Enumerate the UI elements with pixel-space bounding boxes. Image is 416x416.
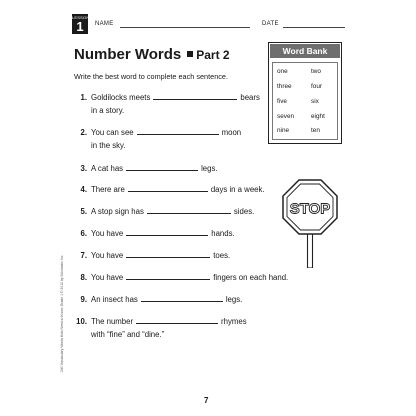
question-text-after: moon	[221, 128, 242, 137]
question-item	[74, 183, 265, 196]
name-label: NAME	[95, 21, 114, 27]
question-number: 2.	[80, 128, 87, 137]
question-number: 3.	[80, 164, 87, 173]
copyright-note: 240 Vocabulary Words Kids Need to Know: Grade 1 © 2012 by Scholastic Inc.	[60, 254, 64, 372]
question-text-before: An insect has	[91, 295, 138, 304]
answer-blank[interactable]	[126, 249, 210, 258]
question-item	[74, 293, 242, 306]
question-number: 8.	[80, 273, 87, 282]
question-number: 1.	[80, 93, 87, 102]
question-text-after: legs.	[225, 295, 243, 304]
word-bank-title: Word Bank	[270, 44, 340, 58]
answer-blank[interactable]	[136, 315, 218, 324]
question-text-after: legs.	[201, 164, 218, 173]
question-number: 10.	[76, 317, 87, 326]
question-text-before: You have	[91, 273, 124, 282]
page-title	[74, 46, 230, 63]
question-item	[74, 315, 247, 341]
word-bank-word: nine	[277, 127, 290, 134]
question-number: 9.	[80, 295, 87, 304]
word-bank-word: two	[311, 68, 321, 75]
question-text-after: hands.	[211, 229, 235, 238]
lesson-word: LESSON	[72, 15, 90, 20]
answer-blank[interactable]	[147, 205, 231, 214]
lesson-number: 1	[76, 19, 84, 34]
answer-blank[interactable]	[126, 227, 208, 236]
question-text-after: toes.	[213, 251, 231, 260]
question-text-after: bears	[240, 93, 260, 102]
question-item	[74, 162, 218, 175]
answer-blank[interactable]	[137, 126, 219, 135]
question-text-before: You have	[91, 251, 124, 260]
question-text-after: days in a week.	[210, 185, 265, 194]
title-part: Part 2	[196, 48, 230, 62]
question-text-after: fingers on each hand.	[213, 273, 289, 282]
answer-blank[interactable]	[141, 293, 223, 302]
date-line	[283, 27, 345, 28]
page-number: 7	[204, 396, 209, 405]
word-bank-word: eight	[311, 113, 325, 120]
answer-blank[interactable]	[128, 183, 208, 192]
question-number: 6.	[80, 229, 87, 238]
name-line	[120, 27, 250, 28]
question-item	[74, 205, 254, 218]
question-text-continued: with “fine” and “dine.”	[91, 330, 165, 339]
question-text-before: You can see	[91, 128, 134, 137]
answer-blank[interactable]	[153, 91, 237, 100]
question-text-before: A stop sign has	[91, 207, 144, 216]
word-bank-word: six	[311, 98, 319, 105]
question-number: 4.	[80, 185, 87, 194]
word-bank-word: one	[277, 68, 288, 75]
question-item	[74, 271, 288, 284]
question-text-after: sides.	[233, 207, 255, 216]
question-number: 5.	[80, 207, 87, 216]
title-square-icon	[187, 51, 193, 57]
answer-blank[interactable]	[126, 271, 210, 280]
stop-sign-text: STOP	[289, 200, 331, 218]
question-text-before: A cat has	[91, 164, 124, 173]
question-text-after: rhymes	[221, 317, 247, 326]
word-bank-list	[272, 62, 338, 140]
lesson-badge	[72, 14, 88, 34]
word-bank-word: four	[311, 83, 323, 90]
date-label: DATE	[262, 21, 279, 27]
word-bank-word: five	[277, 98, 287, 105]
stop-sign-icon	[280, 178, 340, 268]
question-item	[74, 249, 230, 262]
question-item	[74, 91, 260, 117]
question-item	[74, 227, 235, 240]
word-bank	[268, 42, 342, 144]
question-item	[74, 126, 241, 152]
question-text-continued: in the sky.	[91, 141, 126, 150]
question-text-continued: in a story.	[91, 106, 125, 115]
word-bank-word: seven	[277, 113, 295, 120]
question-text-before: Goldilocks meets	[91, 93, 151, 102]
word-bank-word: three	[277, 83, 292, 90]
word-bank-word: ten	[311, 127, 320, 134]
instructions: Write the best word to complete each sentence.	[74, 72, 228, 81]
title-main: Number Words	[74, 46, 182, 63]
question-text-before: There are	[91, 185, 125, 194]
answer-blank[interactable]	[126, 162, 198, 171]
question-text-before: The number	[91, 317, 134, 326]
question-text-before: You have	[91, 229, 124, 238]
question-number: 7.	[80, 251, 87, 260]
